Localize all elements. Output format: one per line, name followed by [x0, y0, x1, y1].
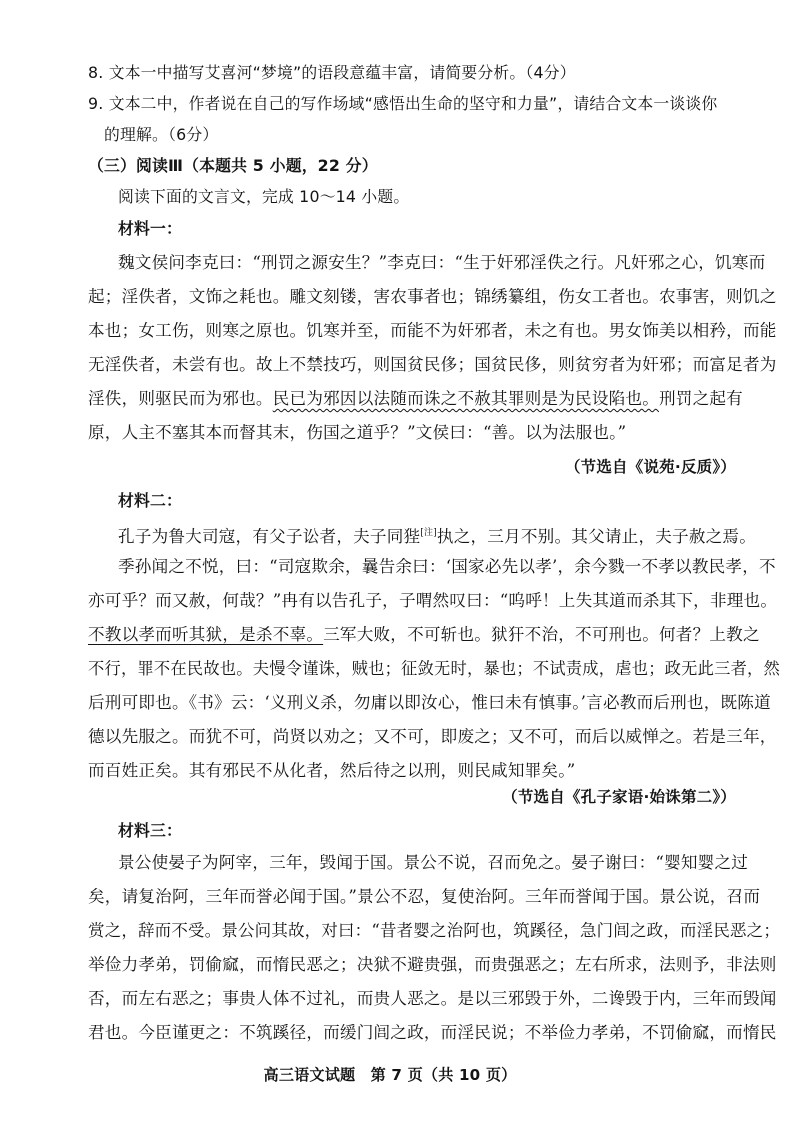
material-1-line: 无淫佚者，未尝有也。故上不禁技巧，则国贫民侈；国贫民侈，则贫穷者为奸邪；而富足者为: [88, 355, 777, 374]
section-3-instruction: 阅读下面的文言文，完成 10～14 小题。: [118, 187, 410, 206]
material-2-text: 三军大败，不可斩也。狱犴不治，不可刑也。何者？上教之: [323, 625, 760, 644]
material-2-title: 材料二：: [118, 491, 182, 510]
material-1-line: 起；淫佚者，文饰之耗也。雕文刻镂，害农事者也；锦绣纂组，伤女工者也。农事害，则饥之: [88, 287, 777, 306]
question-9-line-2: 的理解。（6分）: [104, 125, 219, 144]
material-1-line: 原，人主不塞其本而督其末，伤国之道乎？”文侯曰：“善。以为法服也。”: [88, 423, 627, 442]
material-3-line: 赏之，辞而不受。景公问其故，对曰：“昔者婴之治阿也，筑蹊径，急门闾之政，而淫民恶之；: [88, 921, 781, 940]
material-3-line: 否，而左右恶之；事贵人体不过礼，而贵人恶之。是以三邪毁于外，二谗毁于内，三年而毁闻: [88, 989, 777, 1008]
material-2-line: [88, 624, 760, 646]
material-3-line: 君也。今臣谨更之：不筑蹊径，而缓门闾之政，而淫民说；不举俭力孝弟，不罚偷窳，而惰民: [88, 1023, 777, 1042]
material-2-line: 德以先服之。而犹不可，尚贤以劝之；又不可，即废之；又不可，而后以威惮之。若是三年，: [88, 727, 777, 746]
material-3-line: 矣，请复治阿，三年而誉必闻于国。”景公不忍，复使治阿。三年而誉闻于国。景公说，召而: [88, 887, 761, 906]
material-2-text: 执之，三月不别。其父请止，夫子赦之焉。: [436, 527, 757, 546]
material-1-source: （节选自《说苑·反质》）: [564, 458, 736, 476]
question-8: 8. 文本一中描写艾喜河“梦境”的语段意蕴丰富，请简要分析。（4分）: [88, 63, 576, 82]
question-9-line-1: 9. 文本二中，作者说在自己的写作场域“感悟出生命的坚守和力量”，请结合文本一谈谈你: [88, 94, 718, 113]
wavy-underlined-sentence: 民已为邪因以法随而诛之不赦其罪则是为民设陷也。: [272, 389, 659, 408]
section-3-heading: （三）阅读Ⅲ（本题共 5 小题，22 分）: [88, 156, 378, 175]
material-2-line: 不行，罪不在民故也。夫慢令谨诛，贼也；征敛无时，暴也；不试责成，虐也；政无此三者，然: [88, 659, 781, 678]
material-1-line: [88, 388, 743, 410]
material-3-line: 景公使晏子为阿宰，三年，毁闻于国。景公不说，召而免之。晏子谢曰：“婴知婴之过: [118, 853, 749, 872]
annotation-mark: [注]: [420, 528, 437, 538]
material-2-line: 亦可乎？而又赦，何哉？”冉有以告孔子，子喟然叹曰：“呜呼！上失其道而杀其下，非理也。: [88, 591, 778, 610]
material-1-line: 本也；女工伤，则寒之原也。饥寒并至，而能不为奸邪者，未之有也。男女饰美以相矜，而能: [88, 321, 777, 340]
material-3-title: 材料三：: [118, 821, 182, 840]
material-2-source: （节选自《孔子家语·始诛第二》）: [502, 788, 736, 806]
material-1-text: 淫佚，则驱民而为邪也。: [88, 389, 273, 408]
material-2-line: 而百姓正矣。其有邪民不从化者，然后待之以刑，则民咸知罪矣。”: [88, 761, 576, 780]
material-2-text: 孔子为鲁大司寇，有父子讼者，夫子同狴: [118, 527, 421, 546]
material-2-line: 后刑可即也。《书》云：‘义刑义杀，勿庸以即汝心，惟曰未有慎事。’言必教而后刑也，既陈道: [88, 693, 771, 712]
material-1-title: 材料一：: [118, 219, 182, 238]
material-3-line: 举俭力孝弟，罚偷窳，而惰民恶之；决狱不避贵强，而贵强恶之；左右所求，法则予，非法则: [88, 955, 777, 974]
underlined-sentence: 不教以孝而听其狱，是杀不辜。: [88, 625, 324, 644]
material-1-line: 魏文侯问李克曰：“刑罚之源安生？”李克曰：“生于奸邪淫佚之行。凡奸邪之心，饥寒而: [118, 253, 766, 272]
page-footer: 高三语文试题 第 7 页（共 10 页）: [263, 1066, 517, 1084]
material-1-text: 刑罚之起有: [659, 389, 743, 408]
material-2-line: [118, 522, 756, 548]
material-2-line: 季孙闻之不悦，曰：“司寇欺余，曩告余曰：‘国家必先以孝’，余今戮一不孝以教民孝，不: [118, 557, 776, 576]
